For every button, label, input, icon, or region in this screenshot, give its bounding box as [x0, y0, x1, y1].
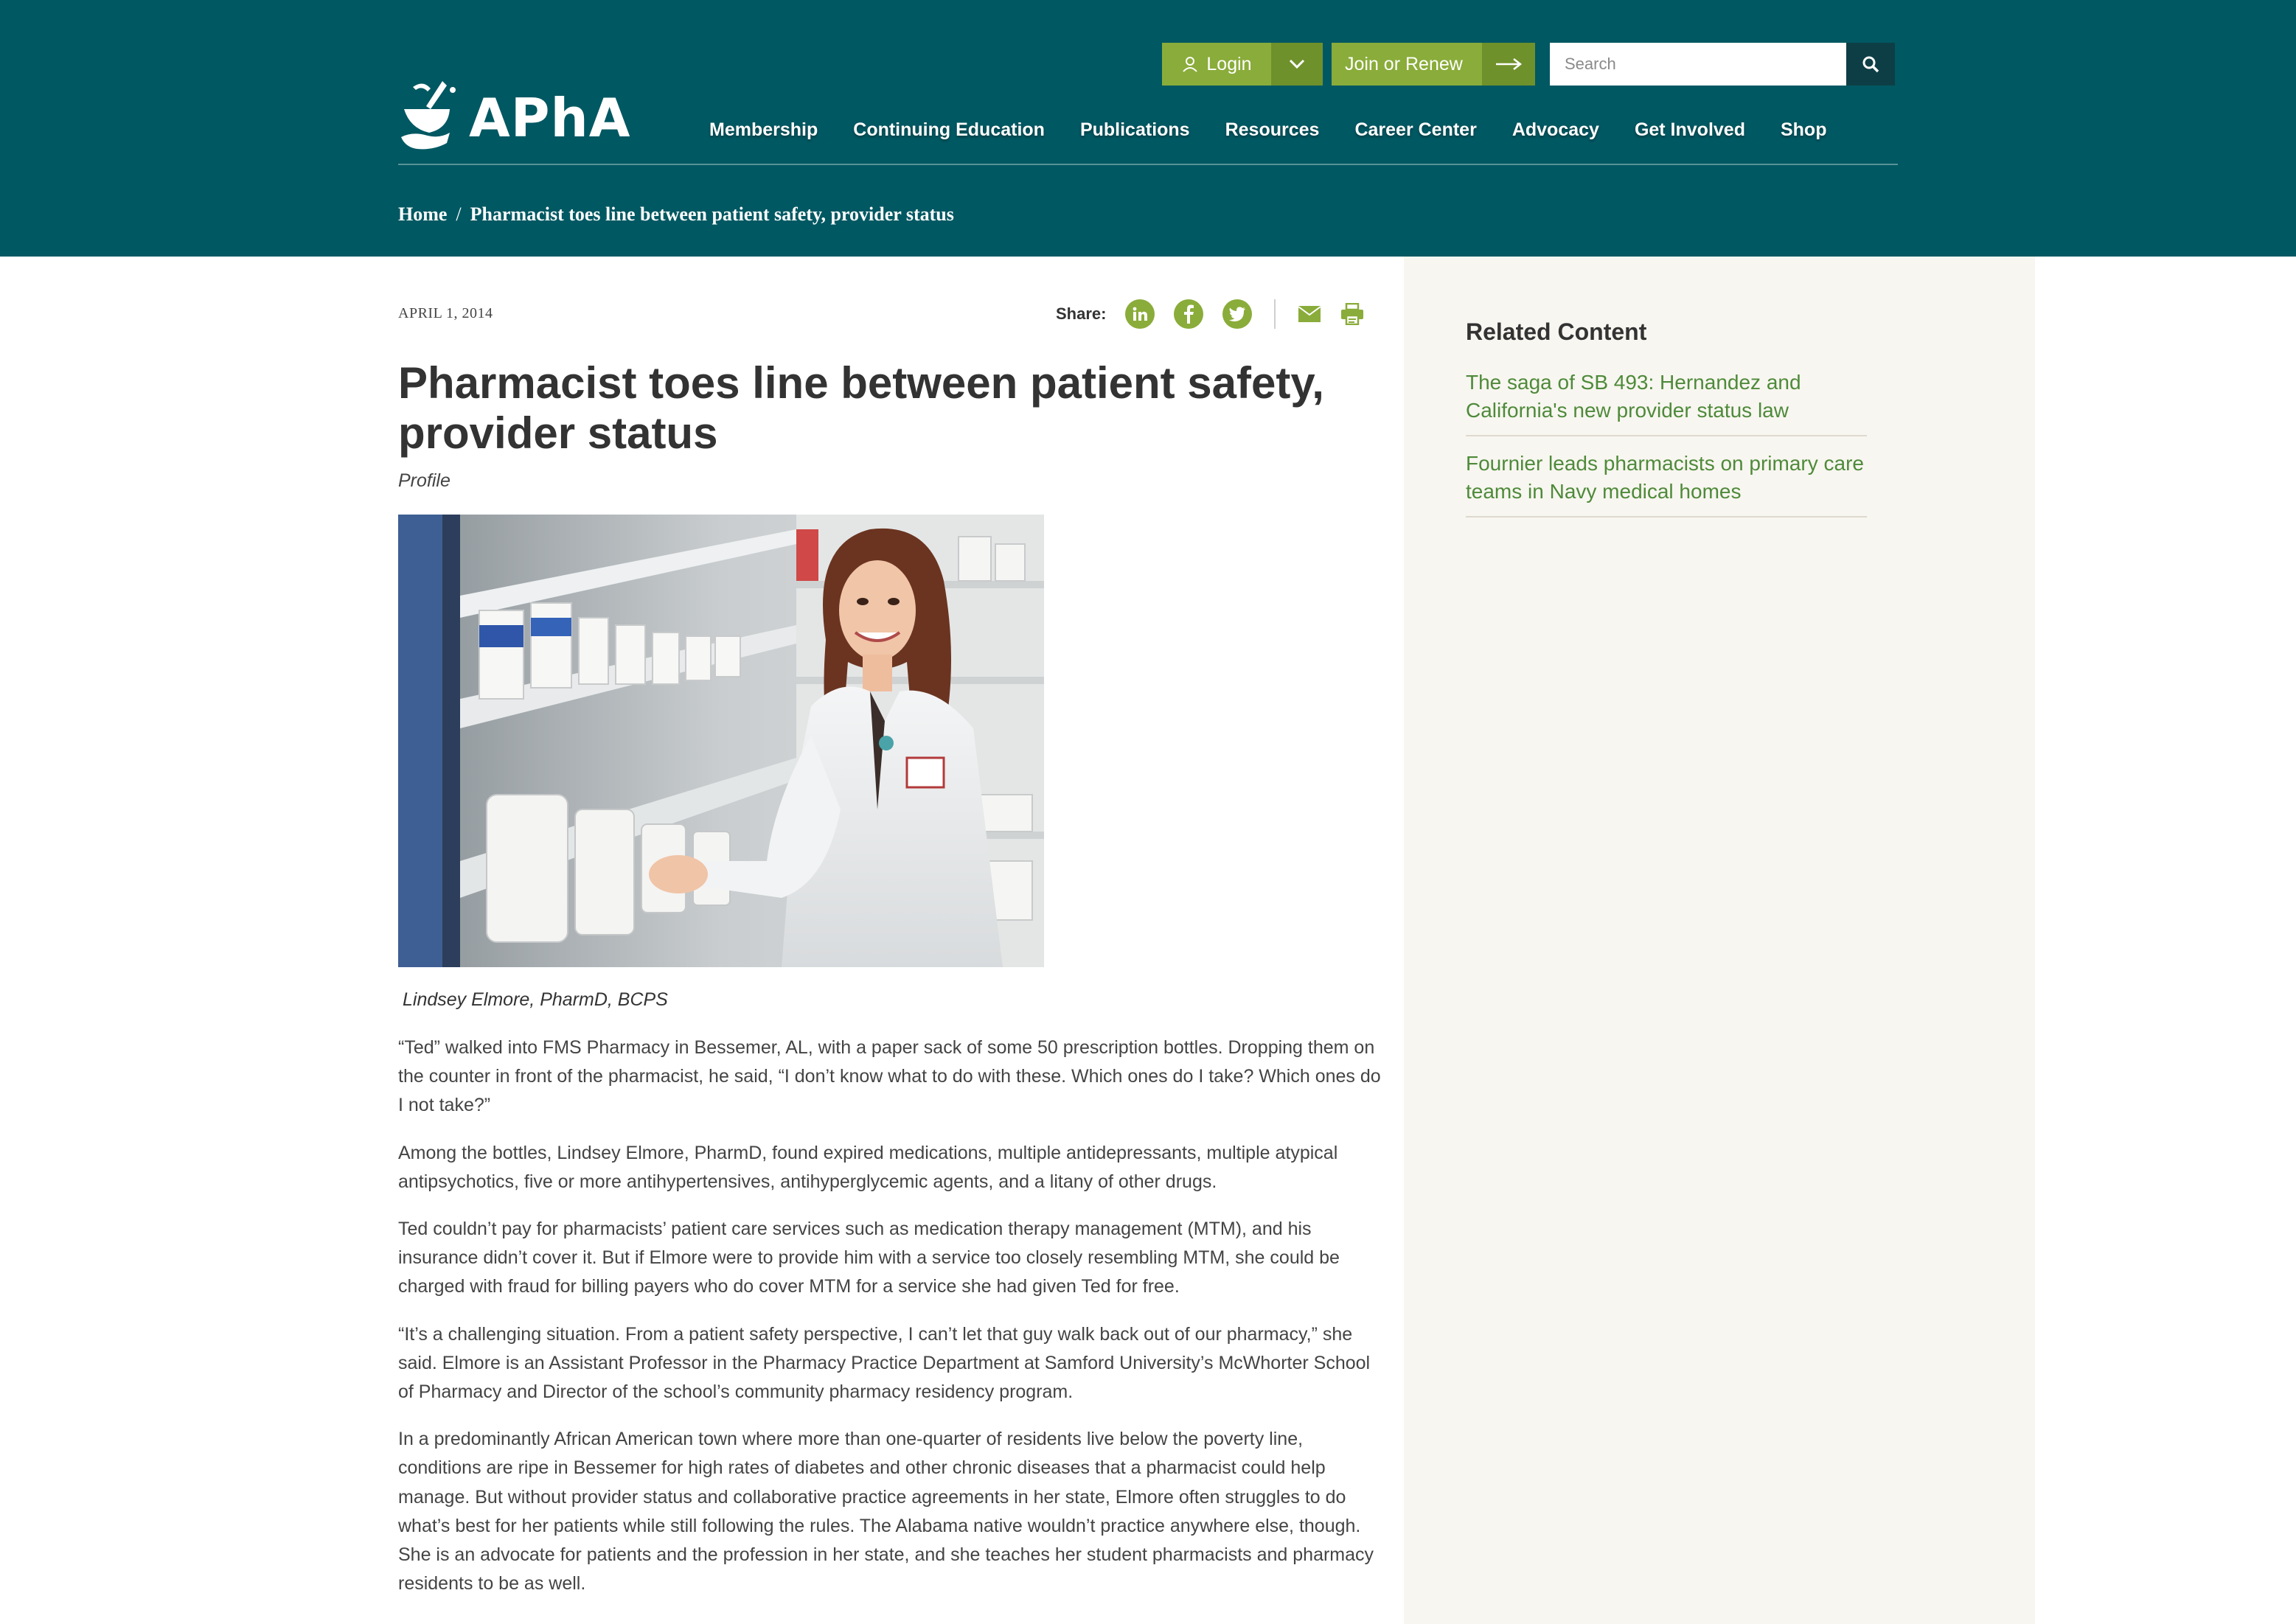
related-link-sb493[interactable]: The saga of SB 493: Hernandez and California's new provider status law: [1466, 371, 1801, 422]
related-content-title: Related Content: [1466, 318, 1647, 345]
site-header: [0, 0, 2296, 257]
search-icon: [1861, 55, 1880, 74]
print-button[interactable]: [1339, 301, 1366, 327]
share-email-button[interactable]: [1296, 301, 1323, 327]
list-item: [1466, 363, 1867, 436]
arrow-right-icon: [1495, 57, 1523, 71]
main-nav: [709, 119, 1862, 141]
nav-resources[interactable]: Resources: [1225, 119, 1320, 140]
join-renew-arrow-button[interactable]: [1482, 43, 1535, 86]
breadcrumb-separator: /: [456, 203, 462, 225]
login-label: Login: [1206, 53, 1252, 74]
breadcrumb: [398, 203, 954, 226]
list-item: [1466, 444, 1867, 517]
article-category: Profile: [398, 470, 450, 491]
join-renew-button[interactable]: [1332, 43, 1482, 86]
search-input[interactable]: [1550, 43, 1846, 86]
paragraph: “It’s a challenging situation. From a patient safety perspective, I can’t let that guy walk back out of our pharmacy,” she said. Elmore is an Assistant Professor in the Pharmacy Practice Department at Samford University’s McWhorter School of Pharmacy and Director of the school’s community pharmacy residency program.: [398, 1323, 1371, 1403]
nav-advocacy[interactable]: Advocacy: [1511, 119, 1599, 140]
utility-bar: [1162, 43, 1895, 86]
twitter-icon: [1228, 307, 1246, 321]
article-title: Pharmacist toes line between patient safety, provider status: [398, 358, 1324, 458]
linkedin-icon: [1132, 306, 1148, 322]
login-dropdown-button[interactable]: [1271, 43, 1323, 86]
share-twitter-button[interactable]: [1222, 299, 1252, 329]
mortar-pestle-logo-icon: [398, 80, 462, 156]
chevron-down-icon: [1289, 59, 1305, 69]
site-logo[interactable]: [398, 80, 630, 156]
search-button[interactable]: [1846, 43, 1895, 86]
share-label: Share:: [1056, 304, 1107, 323]
share-bar: [1056, 299, 1382, 329]
share-divider: [1274, 299, 1276, 329]
user-icon: [1181, 55, 1199, 73]
breadcrumb-home[interactable]: Home: [398, 203, 448, 225]
nav-continuing-education[interactable]: Continuing Education: [853, 119, 1045, 140]
nav-divider: [398, 164, 1898, 165]
breadcrumb-current: Pharmacist toes line between patient safety, provider status: [470, 203, 954, 225]
pharmacist-photo: [398, 515, 1044, 967]
nav-publications[interactable]: Publications: [1079, 119, 1190, 140]
nav-career-center[interactable]: Career Center: [1354, 119, 1477, 140]
join-renew-label: Join or Renew: [1345, 53, 1463, 74]
related-content-sidebar: [1404, 257, 2035, 1624]
article-body: [398, 1034, 1386, 1617]
facebook-icon: [1183, 304, 1194, 324]
paragraph: “Ted” walked into FMS Pharmacy in Bessemer, AL, with a paper sack of some 50 prescription bottles. Dropping them on the counter in front of the pharmacist, he said, “I don’t know what to do with these. Which ones do I take? Which ones do I not take?”: [398, 1037, 1381, 1116]
related-content-list: [1466, 363, 1867, 525]
share-facebook-button[interactable]: [1174, 299, 1203, 329]
nav-get-involved[interactable]: Get Involved: [1634, 119, 1745, 140]
paragraph: Among the bottles, Lindsey Elmore, PharmD, found expired medications, multiple antidepressants, multiple atypical antipsychotics, five or more antihypertensives, antihyperglycemic agents, and a litany of other drugs.: [398, 1142, 1338, 1192]
nav-shop[interactable]: Shop: [1780, 119, 1827, 140]
article-photo: [398, 515, 1044, 967]
photo-caption: Lindsey Elmore, PharmD, BCPS: [403, 989, 668, 1010]
paragraph: In a predominantly African American town where more than one-quarter of residents live below the poverty line, conditions are ripe in Bessemer for high rates of diabetes and other chronic diseases that a pharmacist could help manage. But without provider status and collaborative practice agreements in her state, Elmore often struggles to do what’s best for her patients while still following the rules. The Alabama native wouldn’t practice anywhere else, though. She is an advocate for patients and the profession in her state, and she teaches her student pharmacists and pharmacy residents to be as well.: [398, 1429, 1374, 1595]
article-date: APRIL 1, 2014: [398, 305, 493, 321]
login-button[interactable]: [1162, 43, 1271, 86]
related-link-fournier[interactable]: Fournier leads pharmacists on primary care teams in Navy medical homes: [1466, 452, 1864, 503]
print-icon: [1340, 303, 1364, 325]
logo-text: APhA: [469, 87, 631, 149]
nav-membership[interactable]: Membership: [709, 119, 818, 140]
email-icon: [1298, 305, 1321, 323]
paragraph: Ted couldn’t pay for pharmacists’ patient care services such as medication therapy management (MTM), and his insurance didn’t cover it. But if Elmore were to provide him with a service too closely resembling MTM, she could be charged with fraud for billing payers who do cover MTM for a service she had given Ted for free.: [398, 1219, 1340, 1297]
share-linkedin-button[interactable]: [1125, 299, 1155, 329]
